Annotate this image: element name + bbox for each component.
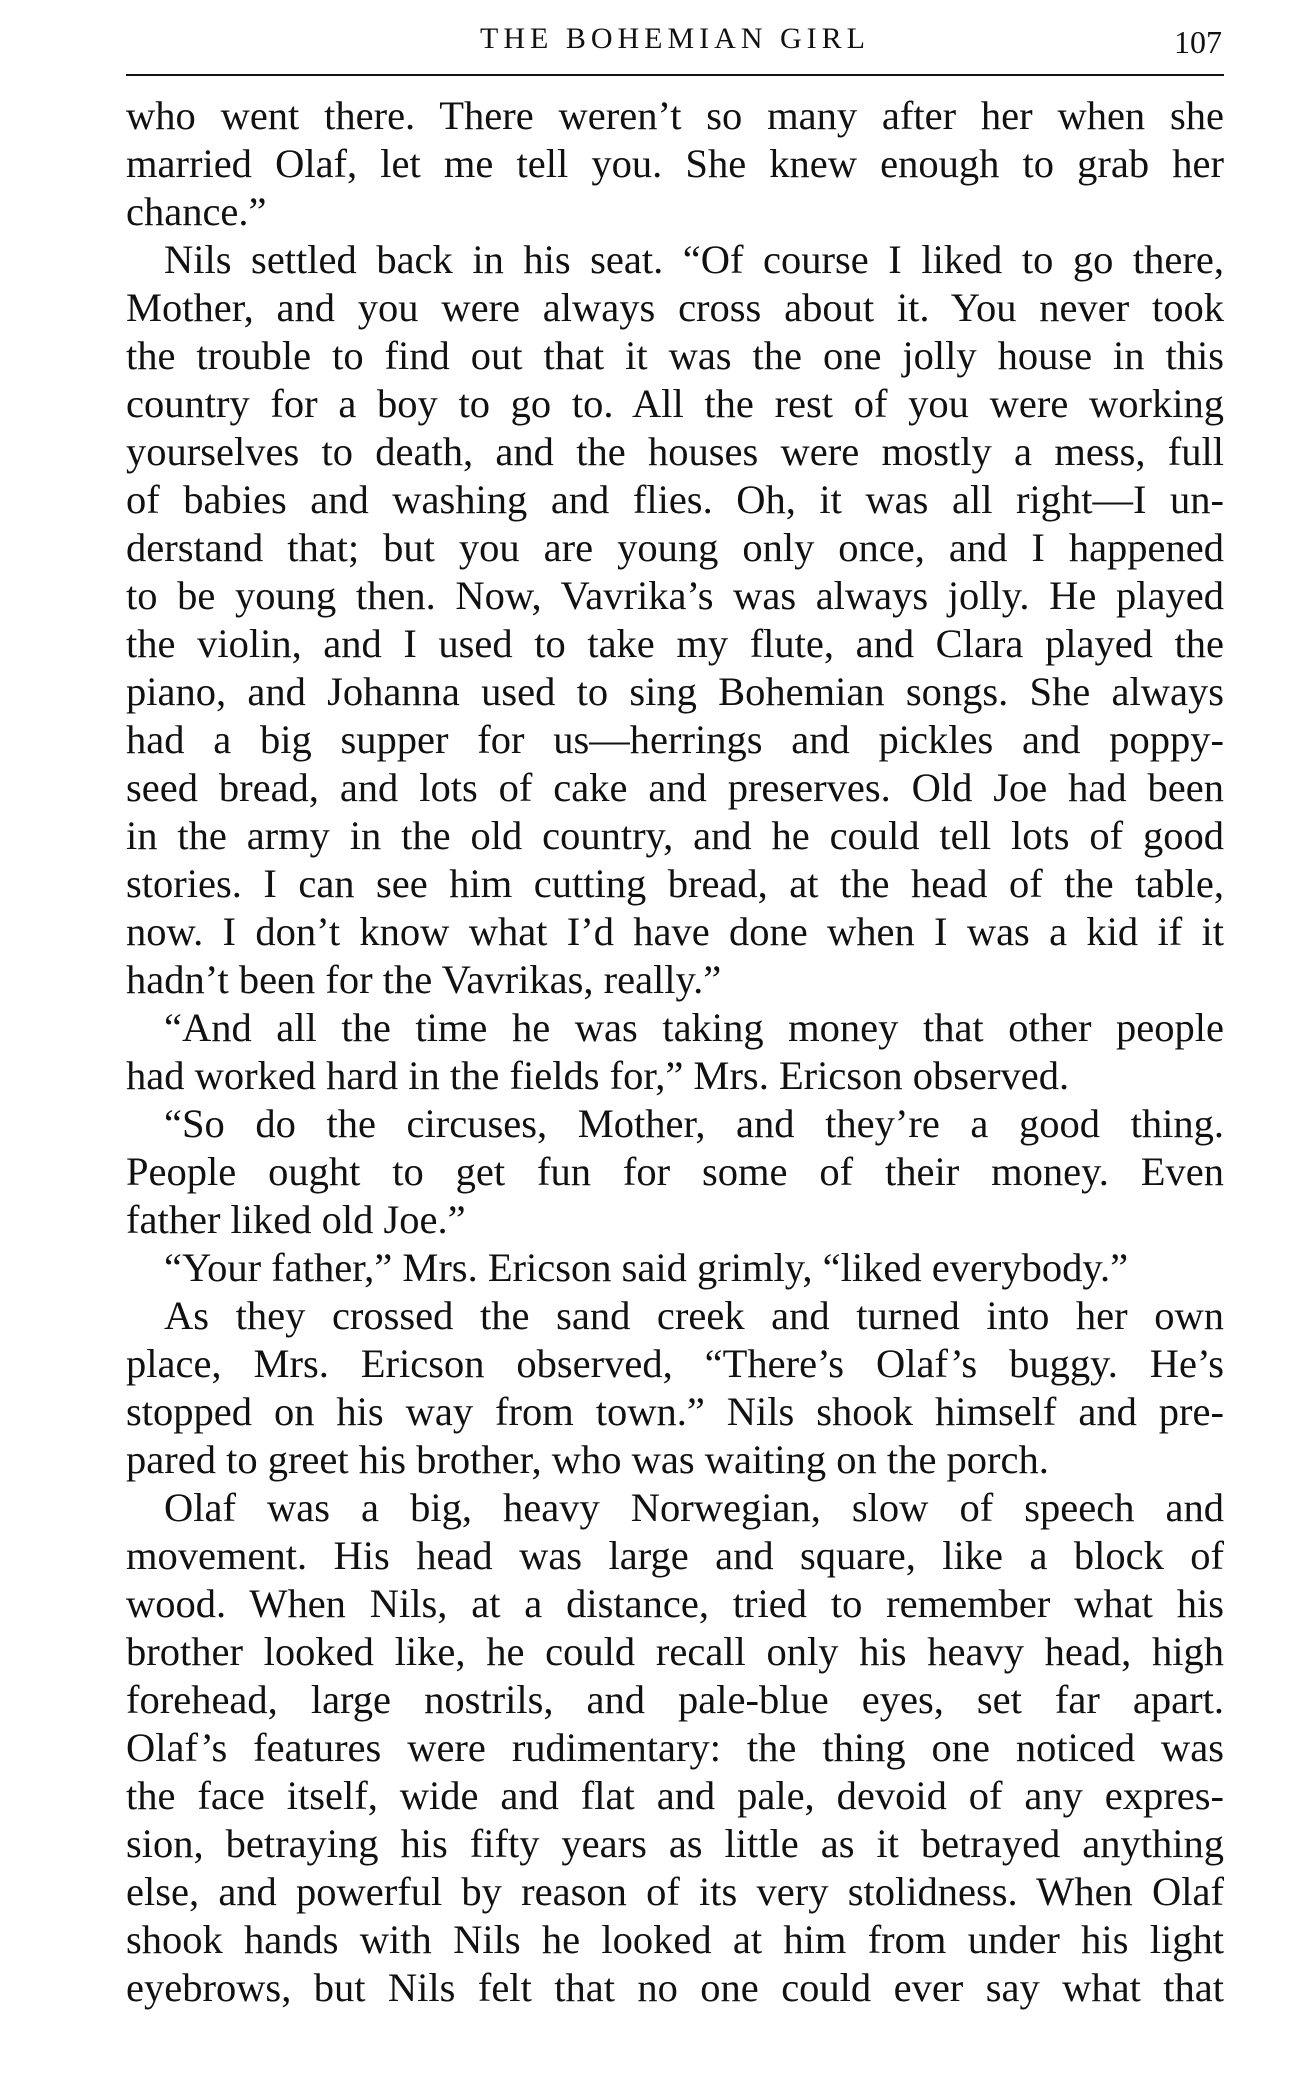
text-line: forehead, large nostrils, and pale-blue eyes, set far apart. (126, 1677, 1224, 1722)
text-line: “Your father,” Mrs. Ericson said grimly, “liked everybody.” (164, 1245, 1129, 1290)
text-line: father liked old Joe.” (126, 1197, 466, 1242)
text-line: Olaf was a big, heavy Norwegian, slow of speech and (164, 1485, 1224, 1530)
text-line: to be young then. Now, Vavrika’s was always jolly. He played (126, 573, 1224, 618)
text-line: As they crossed the sand creek and turned into her own (164, 1293, 1224, 1338)
text-line: shook hands with Nils he looked at him from under his light (126, 1917, 1224, 1962)
text-line: seed bread, and lots of cake and preserves. Old Joe had been (126, 765, 1224, 810)
text-line: piano, and Johanna used to sing Bohemian songs. She always (126, 669, 1224, 714)
text-line: brother looked like, he could recall only his heavy head, high (126, 1629, 1224, 1674)
running-title: THE BOHEMIAN GIRL (480, 22, 870, 55)
text-line: Nils settled back in his seat. “Of course I liked to go there, (164, 237, 1224, 282)
text-line: had a big supper for us—herrings and pickles and poppy- (126, 717, 1224, 762)
text-line: of babies and washing and flies. Oh, it was all right—I un- (126, 477, 1224, 522)
text-line: hadn’t been for the Vavrikas, really.” (126, 957, 722, 1002)
text-line: eyebrows, but Nils felt that no one could ever say what that (126, 1965, 1224, 2010)
text-line: People ought to get fun for some of their money. Even (126, 1149, 1224, 1194)
body-text (126, 92, 1224, 2012)
text-line: “And all the time he was taking money that other people (164, 1005, 1224, 1050)
text-line: had worked hard in the fields for,” Mrs. Ericson observed. (126, 1053, 1070, 1098)
text-line: now. I don’t know what I’d have done when I was a kid if it (126, 909, 1224, 954)
text-line: wood. When Nils, at a distance, tried to remember what his (126, 1581, 1224, 1626)
text-line: in the army in the old country, and he could tell lots of good (126, 813, 1224, 858)
text-line: the face itself, wide and flat and pale, devoid of any expres- (126, 1773, 1224, 1818)
text-line: movement. His head was large and square, like a block of (126, 1533, 1224, 1578)
text-line: Olaf’s features were rudimentary: the thing one noticed was (126, 1725, 1224, 1770)
text-line: sion, betraying his fifty years as little as it betrayed anything (126, 1821, 1224, 1866)
header-rule (126, 74, 1224, 76)
page-number: 107 (1174, 24, 1222, 60)
text-line: Mother, and you were always cross about it. You never took (126, 285, 1224, 330)
text-line: who went there. There weren’t so many after her when she (126, 93, 1224, 138)
text-line: place, Mrs. Ericson observed, “There’s Olaf’s buggy. He’s (126, 1341, 1224, 1386)
text-line: chance.” (126, 189, 267, 234)
text-line: the violin, and I used to take my flute, and Clara played the (126, 621, 1224, 666)
text-line: stories. I can see him cutting bread, at the head of the table, (126, 861, 1224, 906)
text-line: else, and powerful by reason of its very stolidness. When Olaf (126, 1869, 1224, 1914)
text-line: “So do the circuses, Mother, and they’re a good thing. (164, 1101, 1224, 1146)
text-line: derstand that; but you are young only once, and I happened (126, 525, 1224, 570)
running-head (126, 18, 1224, 68)
text-line: country for a boy to go to. All the rest of you were working (126, 381, 1224, 426)
text-line: stopped on his way from town.” Nils shook himself and pre- (126, 1389, 1224, 1434)
text-line: married Olaf, let me tell you. She knew enough to grab her (126, 141, 1224, 186)
text-line: the trouble to find out that it was the one jolly house in this (126, 333, 1224, 378)
text-line: pared to greet his brother, who was waiting on the porch. (126, 1437, 1049, 1482)
text-line: yourselves to death, and the houses were mostly a mess, full (126, 429, 1224, 474)
